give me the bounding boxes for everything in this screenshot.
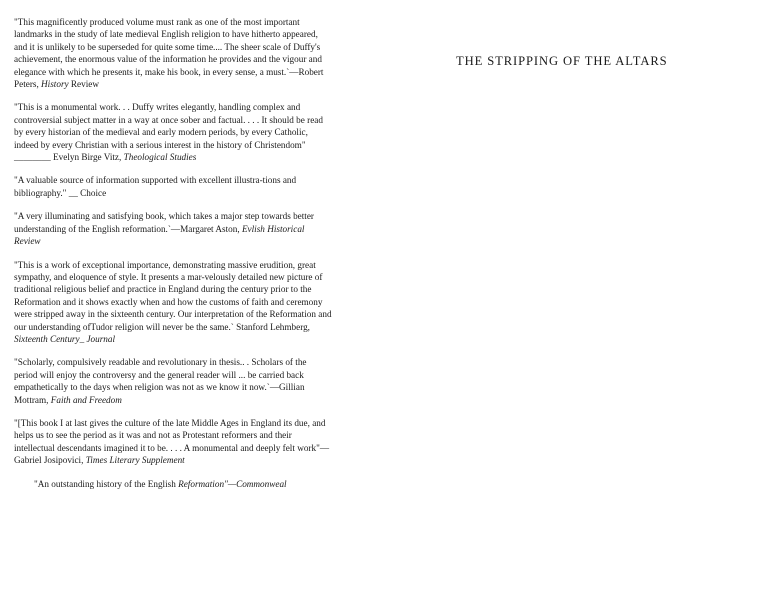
review-quote: "This magnificently produced volume must rank as one of the most important landmarks in the study of late medieval English religion to have hitherto appeared, and it is unlikely to be superseded for quite some time.... The sheer scale of Duffy's achievement, the enormous value of the information he provides and the vigour and elegance with which he presents it, make his book, in every sense, a must.ˋ—Robert Peters, History Review (14, 17, 324, 90)
book-title: THE STRIPPING OF THE ALTARS (456, 54, 668, 68)
review-quote: "Scholarly, compulsively readable and revolutionary in thesis.. . Scholars of the period will enjoy the controversy and the general reader will ... be carried back empathetically to the days when religion was not as we know it now.ˋ—Gillian Mottram, Faith and Freedom (14, 357, 307, 405)
review-quote: "A very illuminating and satisfying book, which takes a major step towards better understanding of the English reformation.ˋ—Margaret Aston, Evlish Historical Review (14, 211, 314, 247)
review-quote: "[This book I at last gives the culture of the late Middle Ages in England its due, and helps us to see the period as it was and not as Protestant reformers and their intellectual descendants imagined it to be. . . . A monumental and deeply felt work"—Gabriel Josipovici, Times Literary Supplement (14, 417, 330, 466)
review-quote: "This is a monumental work. . . Duffy writes elegantly, handling complex and controversial subject matter in a way at once sober and factual. . . . It should be read by every historian of the medieval and early modern periods, by every Catholic, indeed by every Christian with a serious interest in the history of Christendom" ________ Evelyn Birge Vitz, Theological Studies (14, 102, 323, 163)
review-quote: "A valuable source of information supported with excellent illustra-tions and bibliography." __ Choice (14, 175, 297, 198)
review-quote: "An outstanding history of the English Reformation"—Commonweal (34, 478, 287, 489)
praise-quotes-page (14, 16, 332, 501)
review-quote: "This is a work of exceptional importance, demonstrating massive erudition, great sympathy, and eloquence of style. It presents a mar-velously detailed new picture of traditional religious belief and practice in England during the century prior to the Reformation and it shows exactly when and how the customs of faith and ceremony were stripped away in the sixteenth century. Our interpretation of the Reformation and our understanding ofTudor religion will never be the same.ˋ Stanford Lehmberg, Sixteenth Century_ Journal (14, 259, 332, 344)
half-title-page (456, 54, 756, 69)
